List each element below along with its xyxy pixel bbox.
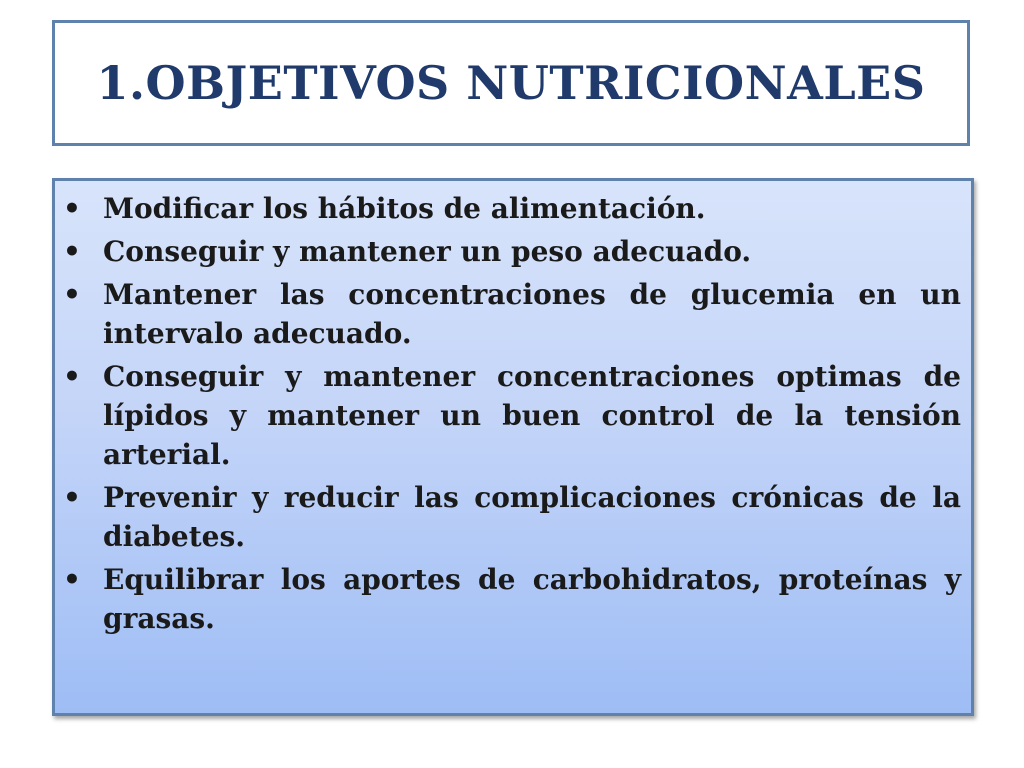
bullet-item xyxy=(55,478,961,556)
bullet-item xyxy=(55,275,961,353)
bullet-text: Mantener las concentraciones de glucemia en un intervalo adecuado. xyxy=(103,278,961,350)
bullet-item xyxy=(55,189,961,228)
bullet-item xyxy=(55,357,961,474)
bullet-dot-icon: • xyxy=(63,192,81,225)
bullet-dot-icon: • xyxy=(63,278,81,311)
bullet-dot-icon: • xyxy=(63,481,81,514)
bullet-text: Prevenir y reducir las complicaciones crónicas de la diabetes. xyxy=(103,481,961,553)
slide-title: 1.OBJETIVOS NUTRICIONALES xyxy=(96,56,926,110)
content-box xyxy=(52,178,974,716)
title-box xyxy=(52,20,970,146)
bullet-text: Conseguir y mantener un peso adecuado. xyxy=(103,235,752,268)
bullet-text: Modificar los hábitos de alimentación. xyxy=(103,192,706,225)
bullet-item xyxy=(55,560,961,638)
bullet-list xyxy=(55,181,971,638)
bullet-text: Equilibrar los aportes de carbohidratos, proteínas y grasas. xyxy=(103,563,961,635)
bullet-text: Conseguir y mantener concentraciones optimas de lípidos y mantener un buen control de la tensión arterial. xyxy=(103,360,961,471)
bullet-dot-icon: • xyxy=(63,360,81,393)
bullet-item xyxy=(55,232,961,271)
bullet-dot-icon: • xyxy=(63,235,81,268)
bullet-dot-icon: • xyxy=(63,563,81,596)
